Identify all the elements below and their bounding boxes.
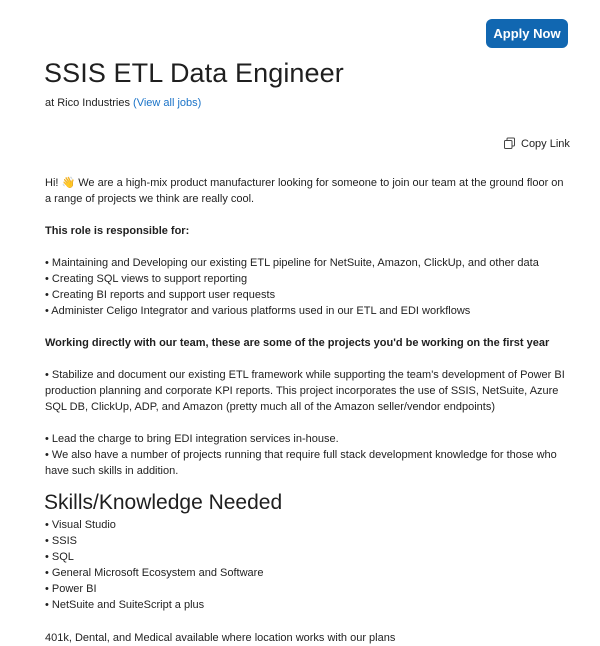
copy-link-label: Copy Link — [521, 137, 570, 150]
job-title: SSIS ETL Data Engineer — [44, 58, 344, 88]
intro-text: Hi! 👋 We are a high-mix product manufacturer looking for someone to join our team at the ground floor on a range of projects we think are really cool. — [45, 177, 564, 205]
list-item: • General Microsoft Ecosystem and Software — [45, 567, 264, 579]
skills-list — [45, 517, 263, 613]
role-heading: This role is responsible for: — [45, 225, 190, 237]
list-item: • Creating BI reports and support user requests — [45, 289, 276, 301]
list-item: • Visual Studio — [45, 519, 116, 531]
project-item: • Stabilize and document our existing ETL framework while supporting the team's development of Power BI production planning and corporate KPI reports. This project incorporates the use of SSIS, NetSuite, Azure SQL DB, ClickUp, ADP, and Amazon (pretty much all of the Amazon seller/vendor endpoints) — [45, 369, 565, 413]
list-item: • NetSuite and SuiteScript a plus — [45, 599, 205, 611]
project-item: • We also have a number of projects running that require full stack development knowledge for those who have such skills in addition. — [45, 449, 557, 477]
skills-heading: Skills/Knowledge Needed — [44, 491, 283, 514]
company-line — [45, 97, 201, 109]
copy-link-button[interactable] — [503, 137, 570, 150]
projects-heading: Working directly with our team, these are some of the projects you'd be working on the first year — [45, 337, 550, 349]
apply-now-button[interactable]: Apply Now — [486, 19, 568, 48]
job-description — [45, 175, 570, 479]
view-all-jobs-link[interactable]: (View all jobs) — [133, 97, 202, 109]
benefits-text: 401k, Dental, and Medical available where location works with our plans — [45, 632, 396, 644]
list-item: • SSIS — [45, 535, 77, 547]
list-item: • SQL — [45, 551, 74, 563]
copy-icon — [503, 137, 516, 150]
list-item: • Power BI — [45, 583, 97, 595]
list-item: • Administer Celigo Integrator and various platforms used in our ETL and EDI workflows — [45, 305, 471, 317]
project-item: • Lead the charge to bring EDI integration services in-house. — [45, 433, 339, 445]
list-item: • Creating SQL views to support reporting — [45, 273, 248, 285]
company-name: at Rico Industries — [45, 97, 130, 109]
list-item: • Maintaining and Developing our existing ETL pipeline for NetSuite, Amazon, ClickUp, and other data — [45, 257, 539, 269]
